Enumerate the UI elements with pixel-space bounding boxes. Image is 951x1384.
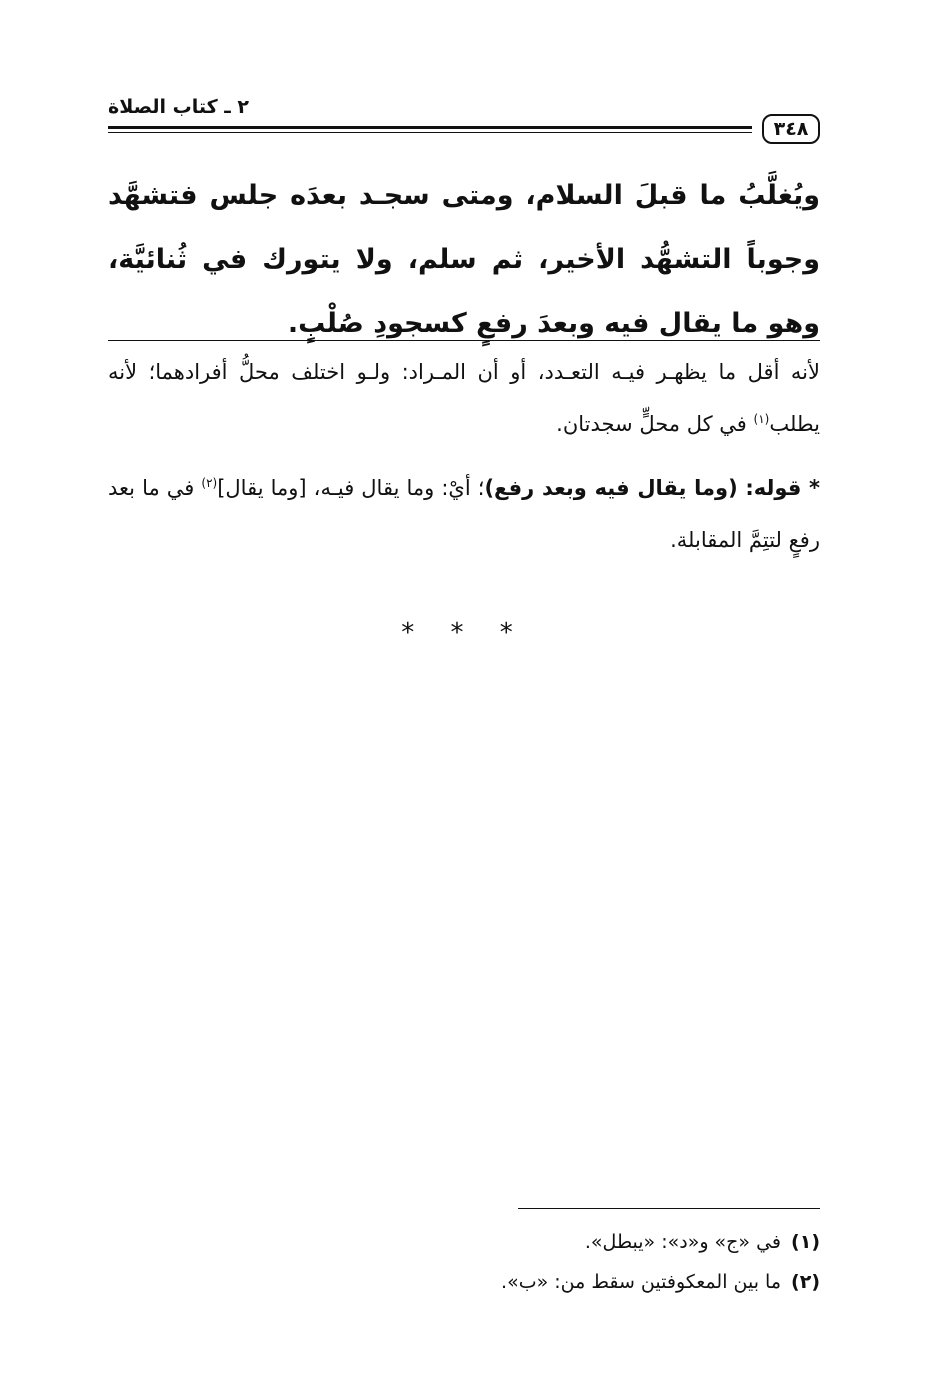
section-separator: * * *: [401, 618, 527, 648]
footnote-number: (١): [791, 1231, 820, 1253]
footnote-2: [108, 1262, 820, 1302]
commentary-paragraph-1: [108, 346, 820, 450]
matn-divider: [108, 340, 820, 341]
commentary-text: في ما بعد رفعٍ لتتِمَّ المقابلة.: [108, 476, 820, 552]
matn-text: ويُغلَّبُ ما قبلَ السلام، ومتى سجـد بعدَه جلس فتشهَّد وجوباً التشهُّد الأخير، ثم سلم، ولا يتورك في ثُنائيَّة، وهو ما يقال فيه وبعدَ رفعٍ كسجودِ صُلْبٍ.: [108, 180, 820, 339]
commentary: [108, 346, 820, 578]
footnote-marker-2[interactable]: (٢): [201, 476, 218, 490]
commentary-text: في كل محلٍّ سجدتان.: [556, 412, 754, 436]
page-number: ٣٤٨: [762, 114, 820, 144]
header-rule-thick: [108, 126, 752, 129]
page-header: [108, 96, 820, 152]
footnote-marker-1[interactable]: (١): [753, 412, 770, 426]
header-rule-thin: [108, 132, 752, 133]
star-marker: *: [801, 476, 821, 500]
footnote-text: في «ج» و«د»: «يبطل».: [584, 1231, 782, 1253]
commentary-text: ؛ أيْ: وما يقال فيـه، [وما يقال]: [217, 476, 485, 500]
footnote-text: ما بين المعكوفتين سقط من: «ب».: [501, 1271, 782, 1293]
commentary-paragraph-2: [108, 462, 820, 566]
commentary-text: لأنه أقل ما يظهـر فيـه التعـدد، أو أن المـراد: ولـو اختلف محلُّ أفرادهما؛ لأنه يطلب: [108, 360, 820, 436]
running-title: ٢ ـ كتاب الصلاة: [108, 96, 249, 118]
footnote-number: (٢): [791, 1271, 820, 1293]
footnotes: [108, 1222, 820, 1302]
footnote-divider: [518, 1208, 820, 1209]
quoted-phrase: قوله: (وما يقال فيه وبعد رفع): [484, 476, 802, 500]
footnote-1: [108, 1222, 820, 1262]
